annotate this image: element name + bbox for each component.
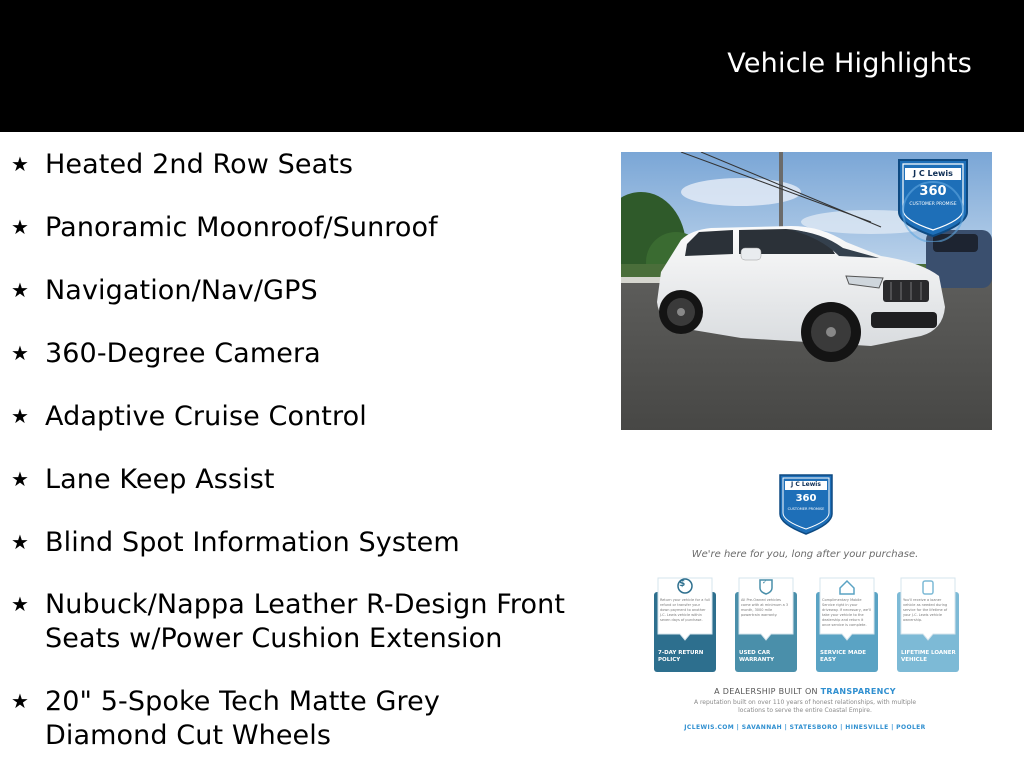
feature-text [45,400,585,434]
header-bar [0,0,1024,132]
feature-item [0,588,600,656]
promo-card [816,574,878,672]
card-label: 7-DAY RETURN POLICY [658,650,704,663]
promo-subheading: A reputation built on over 110 years of honest relationships, with multiple locations to serve the entire Coastal Empire. [693,699,917,714]
card-label: LIFETIME LOANER VEHICLE [901,650,956,663]
feature-line: 20" 5-Spoke Tech Matte Grey [45,686,440,717]
feature-line: 360-Degree Camera [45,338,321,369]
promise-graphic [640,468,970,748]
feature-line: Heated 2nd Row Seats [45,149,354,180]
star-icon: ★ [11,592,29,616]
star-icon: ★ [11,530,29,554]
feature-line: Blind Spot Information System [45,527,460,558]
promo-card [735,574,797,672]
feature-line: Panoramic Moonroof/Sunroof [45,212,438,243]
promo-heading [640,687,970,696]
feature-line: Adaptive Cruise Control [45,401,367,432]
feature-item [0,148,600,182]
feature-item [0,274,600,308]
feature-text [45,588,585,656]
shield-check-icon: ✓ [762,578,768,586]
badge-caption: CUSTOMER PROMISE [787,507,825,511]
feature-item [0,400,600,434]
promo-footer: JCLEWIS.COM | SAVANNAH | STATESBORO | HINESVILLE | POOLER [684,724,926,731]
star-icon: ★ [11,152,29,176]
badge-number: 360 [795,493,817,504]
feature-line: Diamond Cut Wheels [45,720,332,751]
badge-number: 360 [919,184,947,199]
feature-text [45,148,585,182]
feature-item [0,685,600,753]
feature-item [0,526,600,560]
badge-caption: CUSTOMER PROMISE [909,202,957,207]
dollar-return-icon: $ [679,579,686,589]
feature-text [45,685,585,753]
feature-item [0,211,600,245]
feature-text [45,526,585,560]
feature-text [45,211,585,245]
feature-text [45,463,585,497]
feature-item [0,337,600,371]
star-icon: ★ [11,215,29,239]
star-icon: ★ [11,278,29,302]
badge-brand: J C Lewis [913,169,953,178]
card-body: You'll receive a loaner vehicle as needed during service for the lifetime of your J.C. Lewis vehicle ownership. [903,598,948,622]
feature-item [0,463,600,497]
badge-brand: J C Lewis [791,481,821,488]
star-icon: ★ [11,689,29,713]
promo-heading-prefix: A DEALERSHIP BUILT ON [714,687,818,696]
star-icon: ★ [11,404,29,428]
star-icon: ★ [11,467,29,491]
star-icon: ★ [11,341,29,365]
feature-text [45,274,585,308]
page-title: Vehicle Highlights [727,48,972,79]
feature-line: Navigation/Nav/GPS [45,275,318,306]
feature-line: Seats w/Power Cushion Extension [45,623,503,654]
promo-card [654,574,716,672]
feature-text [45,337,585,371]
promo-card [897,574,959,672]
card-body: All Pre-Owned vehicles come with at minimum a 3 month, 3000 mile powertrain warranty. [741,598,789,617]
feature-line: Nubuck/Nappa Leather R-Design Front [45,589,566,620]
card-body: Complimentary Mobile Service right in your driveway. If necessary, we'll take your vehicle to the dealership and return it once service is complete. [822,598,871,627]
vehicle-photo [621,152,992,430]
card-label: USED CAR WARRANTY [739,650,775,663]
card-body: Return your vehicle for a full refund or transfer your down payment to another J.C. Lewis vehicle within seven days of purchase. [660,598,710,622]
promo-tagline: We're here for you, long after your purchase. [691,549,919,560]
feature-line: Lane Keep Assist [45,464,275,495]
promo-heading-accent: TRANSPARENCY [820,687,896,696]
card-label: SERVICE MADE EASY [820,650,867,663]
